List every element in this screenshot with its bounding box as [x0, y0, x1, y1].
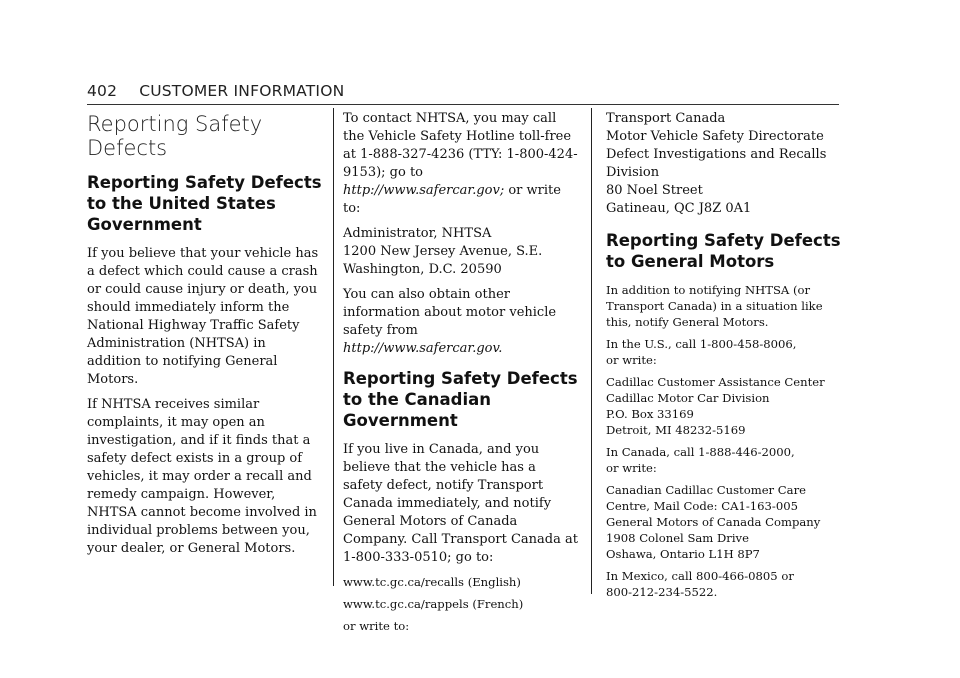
address-line: Transport Canada	[606, 111, 726, 126]
canada-gm-address	[606, 482, 846, 562]
page-header	[87, 82, 344, 100]
section-title: CUSTOMER INFORMATION	[139, 82, 345, 100]
safercar-link[interactable]: http://www.safercar.gov;	[343, 183, 505, 198]
notify-gm-paragraph: In addition to notifying NHTSA (or Transport Canada) in a situation like this, notify General Motors.	[606, 283, 823, 329]
address-line: Defect Investigations and Recalls Division	[606, 147, 827, 180]
address-line: Detroit, MI 48232-5169	[606, 423, 746, 437]
safercar-link-2[interactable]: http://www.safercar.gov.	[343, 341, 503, 356]
contact-nhtsa-tail: or write to:	[343, 183, 561, 216]
column-divider-2	[591, 108, 592, 594]
obtain-info-paragraph	[343, 286, 579, 358]
address-line: Centre, Mail Code: CA1-163-005	[606, 499, 798, 513]
mexico-call-paragraph	[606, 568, 846, 600]
address-line: Gatineau, QC J8Z 0A1	[606, 201, 752, 216]
address-line: 1908 Colonel Sam Drive	[606, 531, 749, 545]
address-line: Canadian Cadillac Customer Care	[606, 483, 806, 497]
nhtsa-investigation-paragraph: If NHTSA receives similar complaints, it may open an investigation, and if it finds that a safety defect exists in a group of vehicles, it may order a recall and remedy campaign. However, NHTSA cannot become involved in individual problems between you, your dealer, or General Motors.	[87, 397, 317, 556]
column-1	[87, 110, 323, 565]
canadian-government-heading: Reporting Safety Defects to the Canadian Government	[343, 369, 578, 430]
address-line: Cadillac Customer Assistance Center	[606, 375, 825, 389]
column-divider-1	[333, 108, 334, 586]
address-line: 80 Noel Street	[606, 183, 703, 198]
address-line: Oshawa, Ontario L1H 8P7	[606, 547, 760, 561]
call-line: or write:	[606, 353, 657, 367]
address-line: Motor Vehicle Safety Directorate	[606, 129, 824, 144]
us-call-paragraph	[606, 336, 846, 368]
column-2	[343, 110, 579, 640]
recalls-english-link[interactable]: www.tc.gc.ca/recalls (English)	[343, 575, 521, 589]
page-number: 402	[87, 82, 118, 100]
address-line: Washington, D.C. 20590	[343, 262, 502, 277]
address-line: P.O. Box 33169	[606, 407, 694, 421]
address-line: Administrator, NHTSA	[343, 226, 492, 241]
obtain-info-text: You can also obtain other information about motor vehicle safety from	[343, 287, 557, 338]
address-line: 1200 New Jersey Avenue, S.E.	[343, 244, 543, 259]
address-line: General Motors of Canada Company	[606, 515, 821, 529]
us-gm-address	[606, 374, 846, 438]
us-intro-paragraph: If you believe that your vehicle has a defect which could cause a crash or could cause injury or death, you should immediately inform the National Highway Traffic Safety Administration (NHTSA) in addition to notifying General Motors.	[87, 246, 319, 387]
us-government-heading: Reporting Safety Defects to the United States Government	[87, 173, 322, 234]
header-rule	[87, 104, 839, 105]
canada-paragraph: If you live in Canada, and you believe that the vehicle has a safety defect, notify Transport Canada immediately, and notify General Motors of Canada Company. Call Transport Canada at 1-800-333-0510; go to:	[343, 442, 578, 565]
call-line: 800-212-234-5522.	[606, 585, 718, 599]
contact-nhtsa-text: To contact NHTSA, you may call the Vehicle Safety Hotline toll-free at 1-888-327-4236 (TTY: 1-800-424-9153); go to	[343, 111, 578, 180]
recalls-french-link[interactable]: www.tc.gc.ca/rappels (French)	[343, 597, 524, 611]
column-3	[606, 110, 846, 606]
address-line: Cadillac Motor Car Division	[606, 391, 770, 405]
call-line: In Canada, call 1-888-446-2000,	[606, 445, 795, 459]
call-line: In the U.S., call 1-800-458-8006,	[606, 337, 797, 351]
canada-call-paragraph	[606, 444, 846, 476]
or-write-to: or write to:	[343, 619, 410, 633]
call-line: In Mexico, call 800-466-0805 or	[606, 569, 794, 583]
nhtsa-address	[343, 225, 579, 279]
page-title: Reporting Safety Defects	[87, 112, 263, 160]
call-line: or write:	[606, 461, 657, 475]
transport-canada-address	[606, 110, 846, 218]
contact-nhtsa-paragraph	[343, 110, 579, 218]
general-motors-heading: Reporting Safety Defects to General Motors	[606, 231, 841, 271]
